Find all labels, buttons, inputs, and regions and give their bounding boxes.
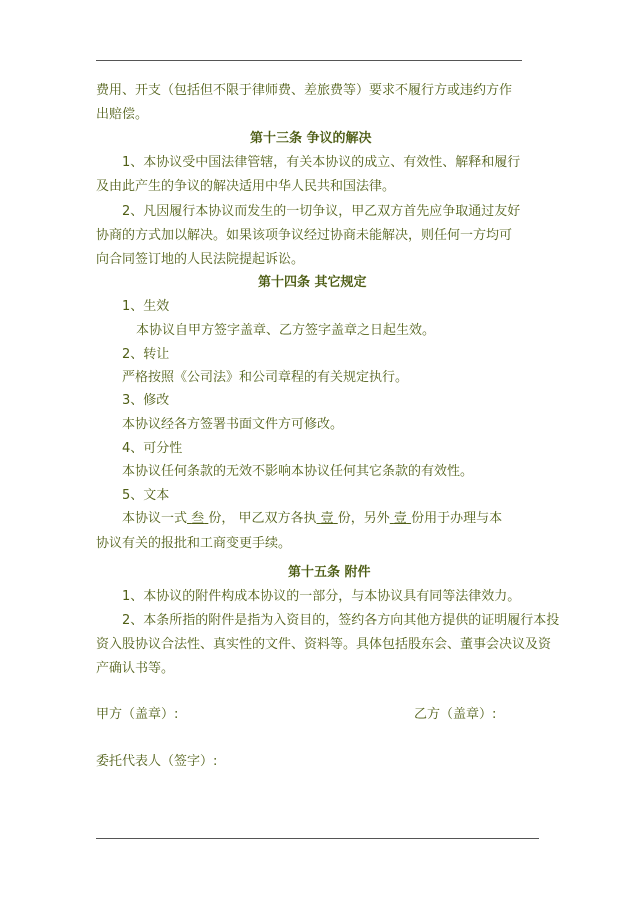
item-text: 本协议任何条款的无效不影响本协议任何其它条款的有效性。 xyxy=(122,464,474,479)
paragraph-line: 资入股协议合法性、真实性的文件、资料等。具体包括股东会、董事会决议及资 xyxy=(96,637,552,652)
section-13-heading: 第十三条 争议的解决 xyxy=(250,131,372,146)
item-text: 本协议自甲方签字盖章、乙方签字盖章之日起生效。 xyxy=(136,323,436,338)
paragraph-line: 产确认书等。 xyxy=(96,661,175,676)
item-text: 严格按照《公司法》和公司章程的有关规定执行。 xyxy=(122,370,409,385)
item-title: 1、生效 xyxy=(122,299,170,314)
item-title: 5、文本 xyxy=(122,488,170,503)
item-title: 2、转让 xyxy=(122,347,170,362)
paragraph-line: 2、凡因履行本协议而发生的一切争议，甲乙双方首先应争取通过友好 xyxy=(122,204,521,219)
section-15-heading: 第十五条 附件 xyxy=(288,565,371,580)
party-a-seal: 甲方（盖章）: xyxy=(96,707,179,722)
party-b-seal: 乙方（盖章）: xyxy=(414,707,497,722)
copies-text: 份，另外 xyxy=(337,511,390,526)
item-text: 协议有关的报批和工商变更手续。 xyxy=(96,536,292,551)
paragraph-line: 1、本协议受中国法律管辖，有关本协议的成立、有效性、解释和履行 xyxy=(122,155,521,170)
paragraph-line: 向合同签订地的人民法院提起诉讼。 xyxy=(96,252,305,267)
paragraph-line: 1、本协议的附件构成本协议的一部分，与本协议具有同等法律效力。 xyxy=(122,589,521,604)
item-text: 本协议经各方签署书面文件方可修改。 xyxy=(122,417,344,432)
footer-rule xyxy=(96,838,539,839)
copies-text: 本协议一式 xyxy=(122,511,188,526)
copies-text: 份用于办理与本 xyxy=(411,511,503,526)
item-text xyxy=(122,510,502,528)
section-14-heading: 第十四条 其它规定 xyxy=(258,275,367,290)
paragraph-line: 协商的方式加以解决。如果该项争议经过协商未能解决，则任何一方均可 xyxy=(96,228,513,243)
copies-text: 份， 甲乙双方各执 xyxy=(208,511,317,526)
paragraph-line: 2、本条所指的附件是指为入资目的，签约各方向其他方提供的证明履行本投 xyxy=(122,613,560,628)
paragraph-line: 及由此产生的争议的解决适用中华人民共和国法律。 xyxy=(96,179,396,194)
copies-total: 叁 xyxy=(191,511,205,526)
item-title: 4、可分性 xyxy=(122,441,183,456)
intro-line: 出赔偿。 xyxy=(96,107,149,122)
item-title: 3、修改 xyxy=(122,393,170,408)
representative-signature: 委托代表人（签字）: xyxy=(96,754,218,769)
intro-line: 费用、开支（包括但不限于律师费、差旅费等）要求不履行方或违约方作 xyxy=(96,83,513,98)
header-rule xyxy=(96,60,522,61)
copies-other: 壹 xyxy=(393,511,407,526)
copies-each: 壹 xyxy=(320,511,334,526)
